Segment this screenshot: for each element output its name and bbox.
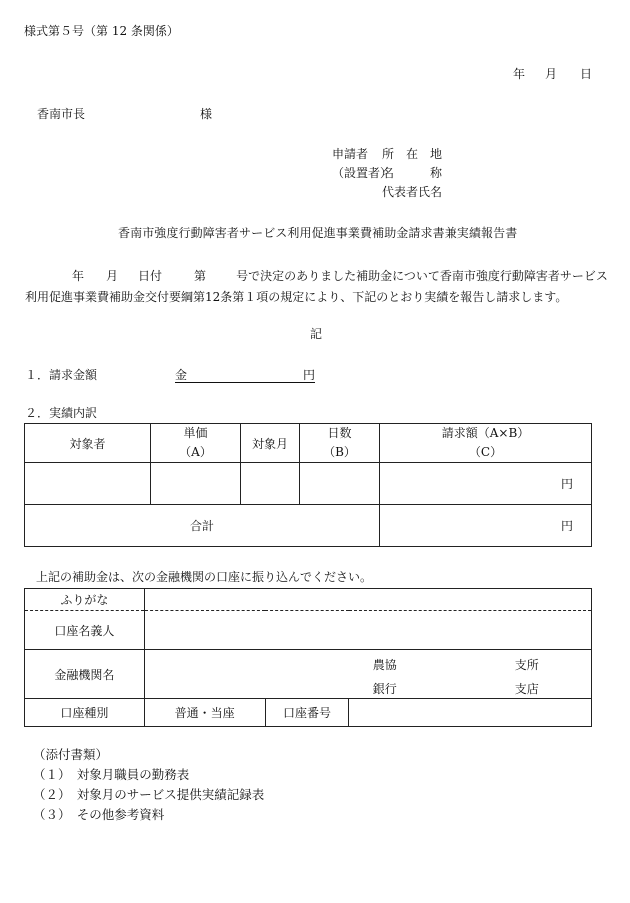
institution-row [25, 650, 592, 699]
applicant-name-row [332, 166, 443, 186]
account-holder-row [25, 611, 592, 650]
days-cell[interactable] [300, 463, 380, 505]
date-day: 日 [580, 67, 593, 81]
attachments-heading: （添付書類） [33, 747, 109, 762]
document-title: 香南市強度行動障害者サービス利用促進事業費補助金請求書兼実績報告書 [118, 226, 518, 240]
applicant-address-row [332, 147, 443, 167]
institution-field[interactable] [144, 650, 591, 699]
header-subject: 対象者 [25, 424, 151, 463]
claim-amount-field[interactable] [175, 369, 315, 383]
month-cell[interactable] [241, 463, 300, 505]
kin-label: 金 [175, 368, 188, 382]
account-holder-field[interactable] [144, 611, 591, 650]
furigana-label: ふりがな [25, 589, 145, 611]
breakdown-table [24, 423, 592, 547]
furigana-field[interactable] [144, 589, 591, 611]
unit-price-cell[interactable] [151, 463, 241, 505]
body-date-suffix: 日付 [138, 269, 163, 283]
subject-cell[interactable] [25, 463, 151, 505]
body-month: 月 [106, 269, 119, 283]
body-year: 年 [72, 269, 85, 283]
account-type-label: 口座種別 [25, 699, 145, 727]
total-amount-cell[interactable]: 円 [380, 505, 592, 547]
furigana-row [25, 589, 592, 611]
account-type-value[interactable]: 普通・当座 [144, 699, 265, 727]
installer-label: （設置者） [332, 166, 393, 180]
applicant-rep-row [332, 185, 443, 205]
shisho-label: 支所 [514, 658, 539, 672]
account-number-label: 口座番号 [265, 699, 349, 727]
header-unit-price: 単価 （A） [151, 424, 241, 463]
nokyo-label: 農協 [372, 658, 397, 672]
address-label: 所 在 地 [382, 147, 443, 161]
bank-table [24, 588, 592, 727]
body-text: 号で決定のありました補助金について香南市強度行動障害者サービス利用促進事業費補助金交付要綱第12条第１項の規定により、下記のとおり実績を報告し請求します。 [25, 269, 608, 304]
representative-label: 代表者氏名 [382, 185, 443, 199]
body-dai: 第 [194, 269, 207, 283]
institution-label: 金融機関名 [25, 650, 145, 699]
shiten-label: 支店 [514, 682, 539, 696]
date-month: 月 [545, 67, 558, 81]
body-paragraph [25, 266, 613, 308]
section-breakdown: ２．実績内訳 [25, 406, 98, 420]
table-header-row [25, 424, 592, 463]
account-holder-label: 口座名義人 [25, 611, 145, 650]
date-line [513, 68, 592, 80]
addressee-honorific: 様 [200, 107, 213, 121]
total-row [25, 505, 592, 547]
attachment-item-3: （３） その他参考資料 [33, 807, 165, 822]
name-label: 名 称 [382, 166, 443, 180]
amount-cell[interactable]: 円 [380, 463, 592, 505]
attachment-item-1: （１） 対象月職員の勤務表 [33, 767, 190, 782]
header-days: 日数 （B） [300, 424, 380, 463]
ki-heading: 記 [310, 327, 323, 341]
ginko-label: 銀行 [372, 682, 397, 696]
form-number: 様式第５号（第 12 条関係） [24, 24, 179, 38]
attachment-item-2: （２） 対象月のサービス提供実績記録表 [33, 787, 265, 802]
section-claim-amount [25, 368, 315, 382]
bank-transfer-note: 上記の補助金は、次の金融機関の口座に振り込んでください。 [36, 570, 373, 584]
addressee [37, 107, 213, 121]
account-type-row [25, 699, 592, 727]
applicant-label: 申請者 [332, 147, 369, 161]
total-label: 合計 [25, 505, 380, 547]
header-amount: 請求額（A×B） （C） [380, 424, 592, 463]
addressee-name: 香南市長 [37, 107, 86, 121]
header-month: 対象月 [241, 424, 300, 463]
attachments [33, 745, 264, 825]
yen-label: 円 [302, 368, 315, 382]
applicant-block [332, 147, 443, 205]
claim-amount-label: １．請求金額 [25, 368, 98, 382]
date-year: 年 [513, 67, 526, 81]
account-number-field[interactable] [349, 699, 592, 727]
table-row [25, 463, 592, 505]
